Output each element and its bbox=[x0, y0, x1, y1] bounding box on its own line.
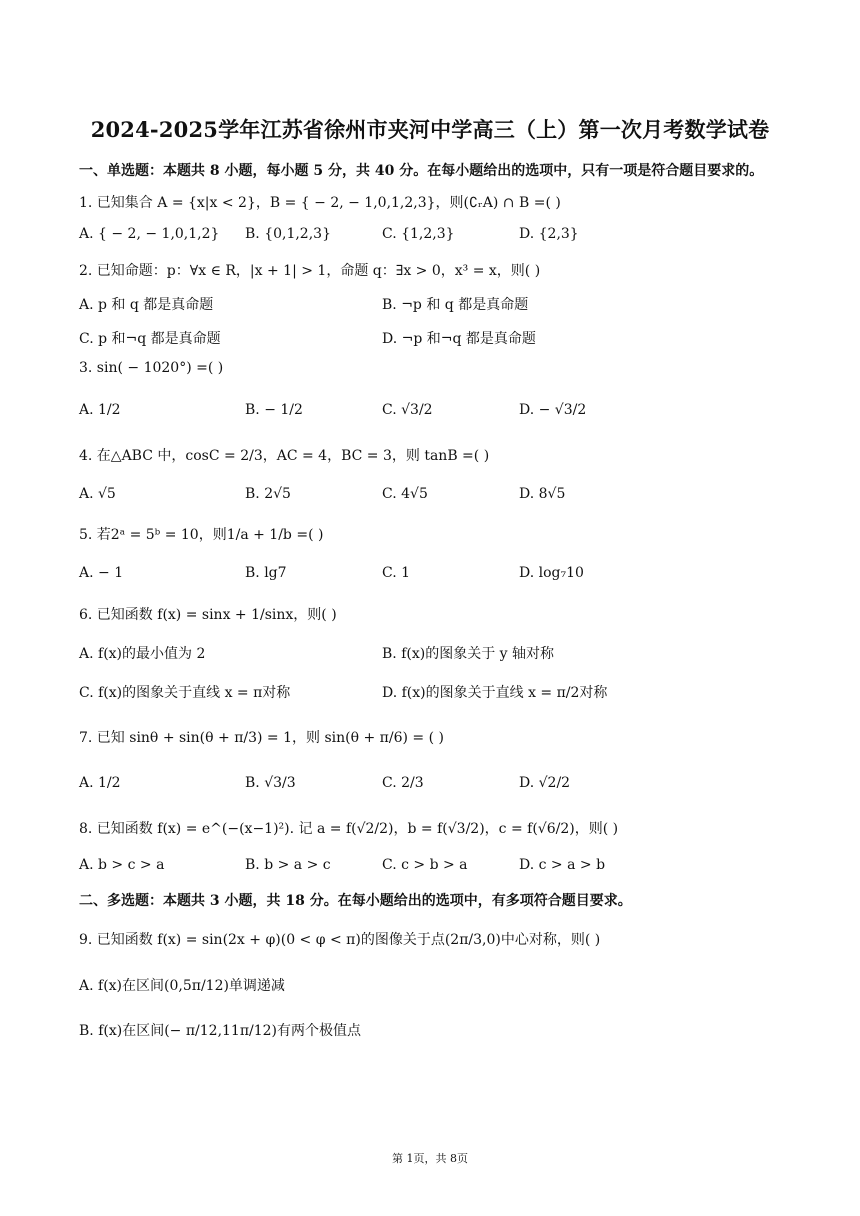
question-5-stem: 5. 若2ᵃ = 5ᵇ = 10，则1/a + 1/b =( ) bbox=[79, 527, 324, 543]
question-2-option-c: C. p 和¬q 都是真命题 bbox=[79, 331, 221, 347]
question-9-stem: 9. 已知函数 f(x) = sin(2x + φ)(0 < φ < π)的图像关于点(2π/3,0)中心对称，则( ) bbox=[79, 932, 601, 948]
question-9-option-a: A. f(x)在区间(0,5π/12)单调递减 bbox=[79, 978, 285, 994]
question-7-option-c: C. 2/3 bbox=[382, 775, 424, 791]
question-1-option-c: C. {1,2,3} bbox=[382, 226, 455, 242]
question-7-option-a: A. 1/2 bbox=[79, 775, 121, 791]
question-5-option-b: B. lg7 bbox=[245, 565, 287, 581]
question-6-option-c: C. f(x)的图象关于直线 x = π对称 bbox=[79, 685, 291, 701]
question-7-option-d: D. √2/2 bbox=[519, 775, 571, 791]
question-6-option-d: D. f(x)的图象关于直线 x = π/2对称 bbox=[382, 685, 608, 701]
question-1-stem: 1. 已知集合 A = {x|x < 2}，B = { − 2, − 1,0,1,2,3}，则(∁ᵣA) ∩ B =( ) bbox=[79, 195, 561, 211]
question-6-option-b: B. f(x)的图象关于 y 轴对称 bbox=[382, 646, 554, 662]
question-7-stem: 7. 已知 sinθ + sin(θ + π/3) = 1，则 sin(θ + π/6) = ( ) bbox=[79, 730, 444, 746]
question-2-option-d: D. ¬p 和¬q 都是真命题 bbox=[382, 331, 536, 347]
question-5-option-c: C. 1 bbox=[382, 565, 411, 581]
question-1-option-b: B. {0,1,2,3} bbox=[245, 226, 331, 242]
section-heading-multiple-choice: 二、多选题：本题共 3 小题，共 18 分。在每小题给出的选项中，有多项符合题目要求。 bbox=[79, 893, 632, 909]
question-3-stem: 3. sin( − 1020°) =( ) bbox=[79, 360, 224, 376]
page-footer: 第 1页，共 8页 bbox=[392, 1152, 468, 1165]
question-4-option-a: A. √5 bbox=[79, 486, 116, 502]
question-5-option-a: A. − 1 bbox=[79, 565, 124, 581]
question-6-option-a: A. f(x)的最小值为 2 bbox=[79, 646, 206, 662]
question-4-stem: 4. 在△ABC 中，cosC = 2/3，AC = 4，BC = 3，则 tanB =( ) bbox=[79, 448, 490, 464]
question-3-option-c: C. √3/2 bbox=[382, 402, 433, 418]
question-8-option-c: C. c > b > a bbox=[382, 857, 468, 873]
question-5-option-d: D. log₇10 bbox=[519, 565, 584, 581]
question-3-option-d: D. − √3/2 bbox=[519, 402, 587, 418]
question-8-option-a: A. b > c > a bbox=[79, 857, 165, 873]
question-6-stem: 6. 已知函数 f(x) = sinx + 1/sinx，则( ) bbox=[79, 607, 337, 623]
question-2-option-b: B. ¬p 和 q 都是真命题 bbox=[382, 297, 529, 313]
question-2-option-a: A. p 和 q 都是真命题 bbox=[79, 297, 214, 313]
question-4-option-d: D. 8√5 bbox=[519, 486, 566, 502]
question-4-option-c: C. 4√5 bbox=[382, 486, 428, 502]
exam-title: 2024-2025学年江苏省徐州市夹河中学高三（上）第一次月考数学试卷 bbox=[90, 117, 770, 142]
question-4-option-b: B. 2√5 bbox=[245, 486, 291, 502]
question-7-option-b: B. √3/3 bbox=[245, 775, 296, 791]
question-1-option-d: D. {2,3} bbox=[519, 226, 579, 242]
question-2-stem: 2. 已知命题：p：∀x ∈ R，|x + 1| > 1，命题 q：∃x > 0，x³ = x，则( ) bbox=[79, 263, 541, 279]
question-9-option-b: B. f(x)在区间(− π/12,11π/12)有两个极值点 bbox=[79, 1023, 362, 1039]
question-8-option-d: D. c > a > b bbox=[519, 857, 606, 873]
question-3-option-b: B. − 1/2 bbox=[245, 402, 303, 418]
question-8-stem: 8. 已知函数 f(x) = e^(−(x−1)²). 记 a = f(√2/2)，b = f(√3/2)，c = f(√6/2)，则( ) bbox=[79, 821, 619, 837]
question-8-option-b: B. b > a > c bbox=[245, 857, 331, 873]
question-3-option-a: A. 1/2 bbox=[79, 402, 121, 418]
question-1-option-a: A. { − 2, − 1,0,1,2} bbox=[79, 226, 220, 242]
section-heading-single-choice: 一、单选题：本题共 8 小题，每小题 5 分，共 40 分。在每小题给出的选项中，只有一项是符合题目要求的。 bbox=[79, 163, 764, 179]
